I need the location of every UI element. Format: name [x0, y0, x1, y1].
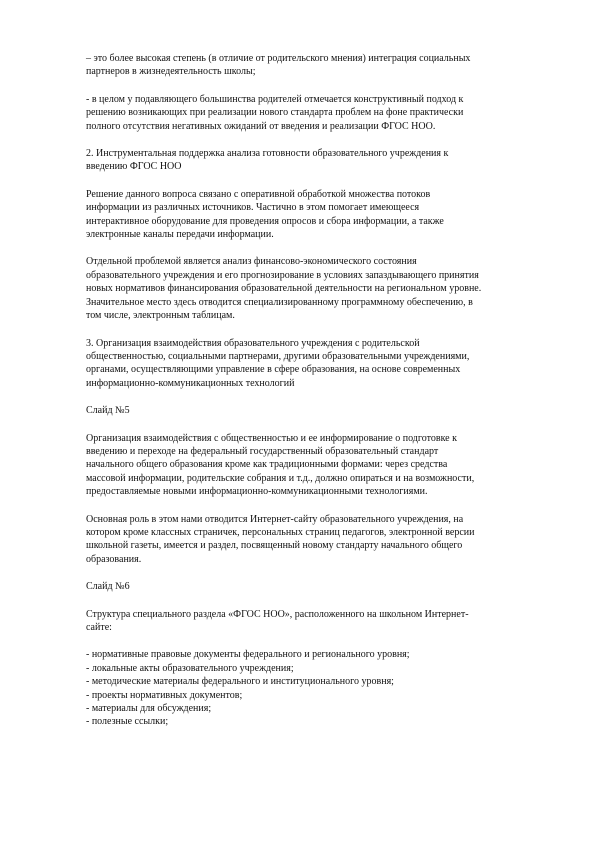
paragraph-partners-integration: – это более высокая степень (в отличие от родительского мнения) интеграция социальных партнеров в жизнедеятельность школы;	[86, 53, 471, 78]
list-item: - материалы для обсуждения;	[86, 703, 212, 715]
slide-label-5: Слайд №5	[86, 405, 130, 417]
paragraph-public-interaction: Организация взаимодействия с общественностью и ее информирование о подготовке к введению и переходе на федеральный государственный образовательный стандарт начального общего образования кроме как традиционными формами: через средства массовой информации, родительские собрания и т.д., должно опираться и на возможности, предоставляемые новыми информационно-коммуникационными технологиями.	[86, 432, 475, 498]
list-item: - локальные акты образовательного учреждения;	[86, 662, 294, 674]
slide-label-6: Слайд №6	[86, 581, 130, 593]
section-structure-list	[86, 648, 555, 728]
list-item: - проекты нормативных документов;	[86, 689, 243, 701]
list-item: - методические материалы федерального и институционального уровня;	[86, 676, 394, 688]
paragraph-information-processing: Решение данного вопроса связано с оперативной обработкой множества потоков информации из различных источников. Частично в этом помогает имеющееся интерактивное оборудование для проведения опросов и сбора информации, а также электронные каналы передачи информации.	[86, 188, 444, 241]
section-heading-3: 3. Организация взаимодействия образовательного учреждения с родительской общественностью, социальными партнерами, другими образовательными учреждениями, органами, осуществляющими управление в сфере образования, на основе современных информационно-коммуникационных технологий	[86, 337, 470, 389]
section-heading-2: 2. Инструментальная поддержка анализа готовности образовательного учреждения к введению ФГОС НОО	[86, 148, 449, 173]
paragraph-website-role: Основная роль в этом нами отводится Интернет-сайту образовательного учреждения, на котором кроме классных страничек, персональных страниц педагогов, электронной версии школьной газеты, имеется и раздел, посвященный новому стандарту начального общего образования.	[86, 513, 475, 565]
list-item: - полезные ссылки;	[86, 716, 169, 728]
list-item: - нормативные правовые документы федерального и регионального уровня;	[86, 649, 410, 661]
paragraph-parents-approach: - в целом у подавляющего большинства родителей отмечается конструктивный подход к решению возникающих при реализации нового стандарта проблем на фоне практически полного отсутствия негативных ожиданий от введения и реализации ФГОС НОО.	[86, 93, 464, 132]
paragraph-financial-analysis: Отдельной проблемой является анализ финансово-экономического состояния образовательного учреждения и его прогнозирование в условиях запаздывающего принятия новых нормативов финансирования образовательной деятельности на региональном уровне. Значительное место здесь отводится специализированному программному обеспечению, в том числе, электронным таблицам.	[86, 256, 482, 322]
paragraph-section-structure: Структура специального раздела «ФГОС НОО», расположенного на школьном Интернет- сайте:	[86, 608, 469, 633]
